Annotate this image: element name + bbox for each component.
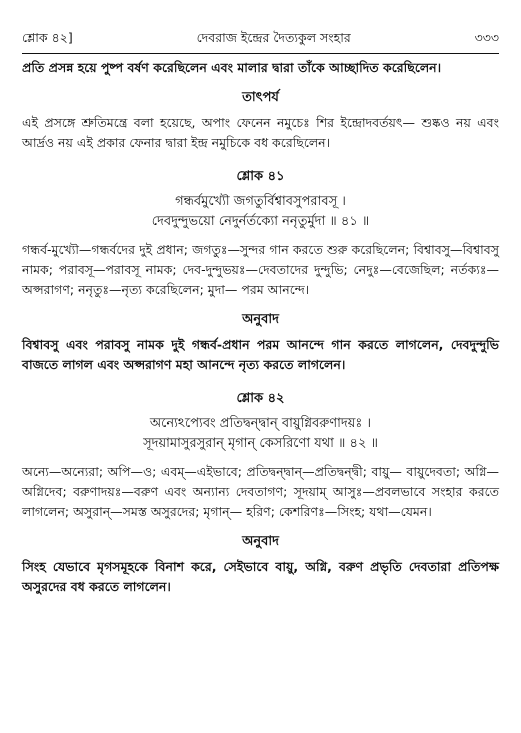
verse-41-line-2: দেবদুন্দুভয়ো নেদুর্নর্তক্যো ননৃতুর্মুদা ॥ ৪১ ॥ — [151, 214, 370, 229]
translation-continued: প্রতি প্রসন্ন হয়ে পুষ্প বর্ষণ করেছিলেন এবং মালার দ্বারা তাঁকে আচ্ছাদিত করেছিলেন। — [22, 60, 442, 75]
verse-41-translation: বিশ্বাবসু এবং পরাবসু নামক দুই গন্ধর্ব-প্রধান পরম আনন্দে গান করতে লাগলেন, দেবদুন্দুভি বাজতে লাগল এবং অপ্সরাগণ মহা আনন্দে নৃত্য করতে লাগলেন। — [22, 337, 499, 372]
verse-42-heading: শ্লোক ৪২ — [236, 391, 285, 406]
header-verse-ref: শ্লোক ৪২] — [22, 30, 73, 45]
header-chapter-title: দেবরাজ ইন্দ্রের দৈত্যকুল সংহার — [196, 30, 351, 45]
verse-42-line-1: অন্যেঽপ্যেবং প্রতিদ্বন্দ্বান্ বায়ুগ্নিবরুণাদয়ঃ । — [149, 416, 372, 431]
verse-42-text — [22, 414, 499, 454]
verse-42-synonyms: অন্যে—অন্যেরা; অপি—ও; এবম্—এইভাবে; প্রতিদ্বন্দ্বান্—প্রতিদ্বন্দ্বী; বায়ু— বায়ুদেবতা; অগ্নি—অগ্নিদেব; বরুণাদয়ঃ—বরুণ এবং অন্যান্য দেবতাগণ; সূদয়াম্ আসুঃ—প্রবলভাবে সংহার করতে লাগলেন; অসুরান্—সমস্ত অসুরদের; মৃগান্— হরিণ; কেশরিণঃ—সিংহ; যথা—যেমন। — [22, 464, 499, 519]
header-page-number: ৩৩৩ — [474, 30, 499, 45]
verse-41-text — [22, 192, 499, 232]
book-page — [22, 30, 499, 597]
running-header — [22, 30, 499, 54]
verse-41-synonyms: গন্ধর্ব-মুখ্যৌ—গন্ধর্বদের দুই প্রধান; জগতুঃ—সুন্দর গান করতে শুরু করেছিলেন; বিশ্বাবসু—বিশ্বাবসু নামক; পরাবসূ—পরাবসূ নামক; দেব-দুন্দুভয়ঃ—দেবতাদের দুন্দুভি; নেদুঃ—বেজেছিল; নর্তক্যঃ—অপ্সরাগণ; ননৃতুঃ—নৃত্য করেছিলেন; মুদা— পরম আনন্দে। — [22, 242, 499, 297]
verse-42-translation: সিংহ যেভাবে মৃগসমূহকে বিনাশ করে, সেইভাবে বায়ু, অগ্নি, বরুণ প্রভৃতি দেবতারা প্রতিপক্ষ অসুরদের বধ করতে লাগলেন। — [22, 559, 499, 594]
purport-text: এই প্রসঙ্গে শ্রুতিমন্ত্রে বলা হয়েছে, অপাং ফেনেন নমুচেঃ শির ইন্দ্রোদবর্তয়ৎ— শুষ্কও নয় এবং আর্দ্রও নয় এই প্রকার ফেনার দ্বারা ইন্দ্র নমুচিকে বধ করেছিলেন। — [22, 115, 499, 150]
verse-41-heading: শ্লোক ৪১ — [236, 169, 285, 184]
verse-42-translation-heading: অনুবাদ — [242, 534, 279, 549]
verse-41-translation-heading: অনুবাদ — [242, 312, 279, 327]
verse-42-line-2: সূদয়ামাসুরসুরান্ মৃগান্ কেসরিণো যথা ॥ ৪২ ॥ — [143, 436, 378, 451]
purport-heading: তাৎপর্য — [242, 90, 279, 105]
verse-41-line-1: গন্ধর্বমুখ্যৌ জগতুর্বিশ্বাবসুপরাবসূ । — [175, 194, 346, 209]
